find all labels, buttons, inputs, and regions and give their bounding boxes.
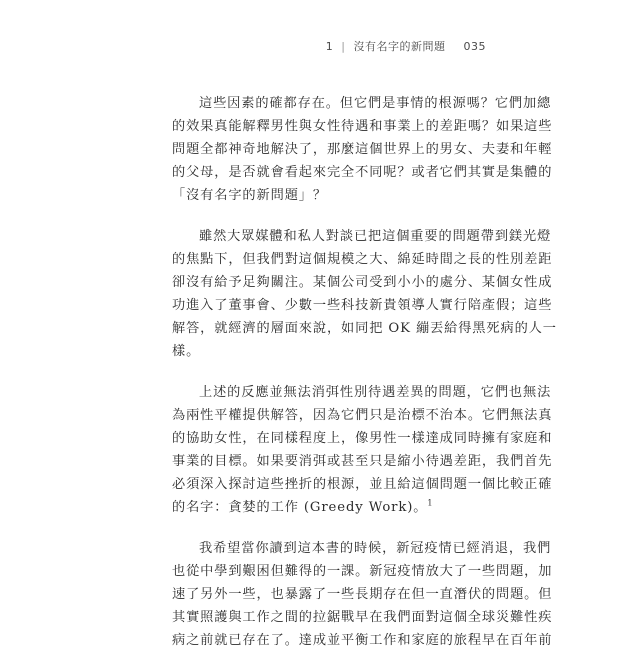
paragraph-4 <box>172 537 553 652</box>
text-line: 的效果真能解釋男性與女性待遇和事業上的差距嗎？如果這些 <box>172 119 553 134</box>
text-line: 「沒有名字的新問題」？ <box>172 188 327 203</box>
text-line: 上述的反應並無法消弭性別待遇差異的問題，它們也無法 <box>199 385 552 400</box>
text-line: 樣。 <box>172 344 201 359</box>
text-line: 雖然大眾媒體和私人對談已把這個重要的問題帶到鎂光燈 <box>199 229 552 244</box>
text-line: 我希望當你讀到這本書的時候，新冠疫情已經消退，我們 <box>199 541 552 556</box>
text-line: 其實照護與工作之間的拉鋸戰早在我們面對這個全球災難性疾 <box>172 610 553 625</box>
text-line: 這些因素的確都存在。但它們是事情的根源嗎？它們加總 <box>199 96 552 111</box>
paragraph-3 <box>172 381 553 519</box>
text-line-content: 的名字：貪婪的工作 (Greedy Work)。 <box>172 500 428 515</box>
text-line: 功進入了董事會、少數一些科技新貴領導人實行陪產假；這些 <box>172 298 553 313</box>
text-line: 為兩性平權提供解答，因為它們只是治標不治本。它們無法真 <box>172 408 553 423</box>
body-text <box>172 92 557 670</box>
header-separator: | <box>341 40 346 53</box>
text-line: 卻沒有給予足夠關注。某個公司受到小小的處分、某個女性成 <box>172 275 553 290</box>
text-line: 病之前就已存在了。達成並平衡工作和家庭的旅程早在百年前 <box>172 633 553 648</box>
text-line: 的父母，是否就會看起來完全不同呢？或者它們其實是集體的 <box>172 165 553 180</box>
page-number: 035 <box>463 40 486 53</box>
text-line: 必須深入探討這些挫折的根源，並且給這個問題一個比較正確 <box>172 477 553 492</box>
chapter-title: 沒有名字的新問題 <box>353 40 446 53</box>
footnote-marker[interactable]: 1 <box>427 498 434 508</box>
text-line: 問題全都神奇地解決了，那麼這個世界上的男女、夫妻和年輕 <box>172 142 553 157</box>
paragraph-1 <box>172 92 553 207</box>
text-line: 事業的目標。如果要消弭或甚至只是縮小待遇差距，我們首先 <box>172 454 553 469</box>
text-line: 速了另外一些，也暴露了一些長期存在但一直潛伏的問題。但 <box>172 587 553 602</box>
chapter-number: 1 <box>325 40 334 53</box>
text-line-with-footnote <box>172 496 496 519</box>
paragraph-2 <box>172 225 557 363</box>
text-line: 的焦點下，但我們對這個規模之大、綿延時間之長的性別差距 <box>172 252 553 267</box>
running-header <box>326 38 486 54</box>
text-line: 也從中學到艱困但難得的一課。新冠疫情放大了一些問題，加 <box>172 564 553 579</box>
text-line: 的協助女性，在同樣程度上，像男性一樣達成同時擁有家庭和 <box>172 431 553 446</box>
text-line: 解答，就經濟的層面來說，如同把 OK 繃丟給得黑死病的人一 <box>172 321 557 336</box>
